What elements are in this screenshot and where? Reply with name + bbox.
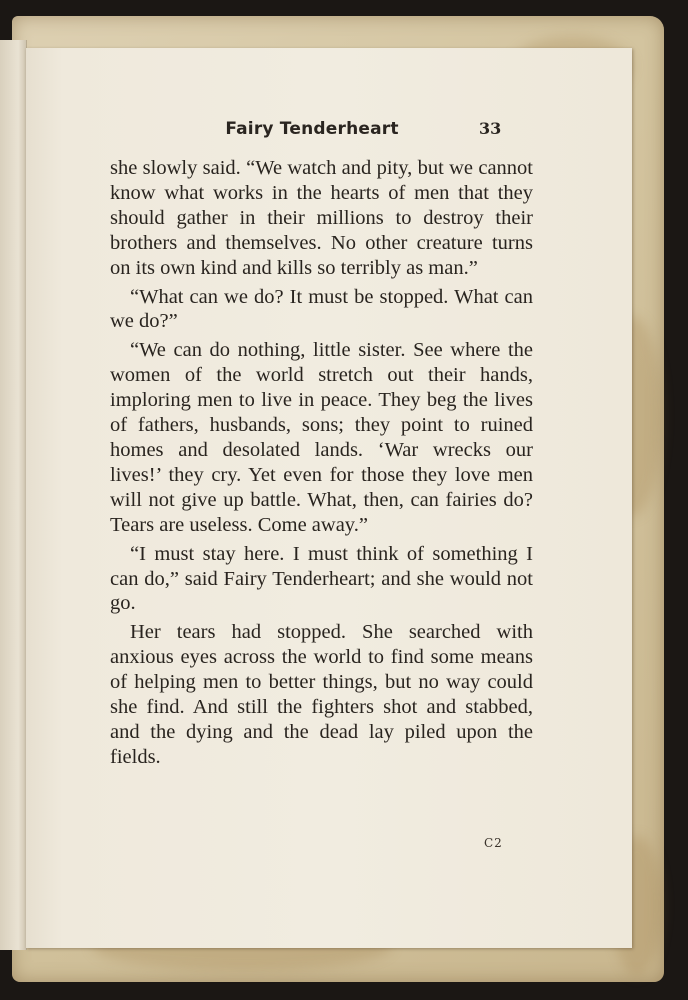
paragraph: “What can we do? It must be stopped. What can we do?”	[110, 285, 533, 333]
previous-page-edge	[0, 40, 27, 950]
signature-mark: C2	[484, 836, 503, 850]
running-title: Fairy Tenderheart	[225, 119, 399, 139]
body-text	[110, 156, 533, 774]
paragraph: she slowly said. “We watch and pity, but we cannot know what works in the hearts of men that they should gather in their millions to destroy their brothers and themselves. No other creature turns on its own kind and kills so terribly as man.”	[110, 157, 533, 279]
running-head	[26, 119, 632, 145]
paragraph: Her tears had stopped. She searched with anxious eyes across the world to find some means of helping men to better things, but no way could she find. And still the fighters shot and stabbed, and the dying and the dead lay piled upon the fields.	[110, 621, 533, 768]
book-page	[26, 48, 632, 948]
paragraph: “I must stay here. I must think of something I can do,” said Fairy Tenderheart; and she would not go.	[110, 542, 533, 615]
page-number: 33	[479, 119, 502, 138]
paragraph: “We can do nothing, little sister. See where the women of the world stretch out their hands, imploring men to live in peace. They beg the lives of fathers, husbands, sons; they point to ruined homes and desolated lands. ‘War wrecks our lives!’ they cry. Yet even for those they love men will not give up battle. What, then, can fairies do? Tears are useless. Come away.”	[110, 339, 533, 536]
